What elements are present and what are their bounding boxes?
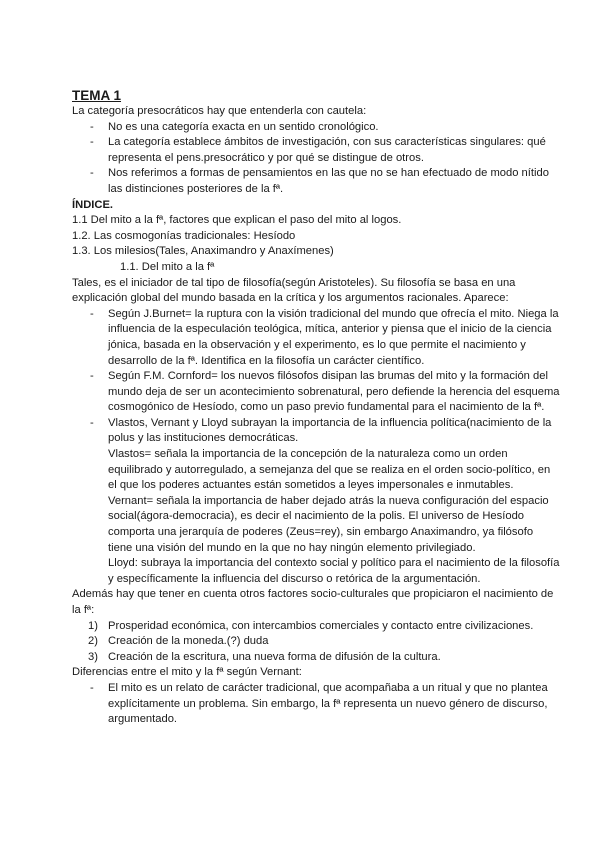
list-item: - El mito es un relato de carácter tradicional, que acompañaba a un ritual y que no plantea explícitamente un problema. Sin embargo, la fª representa un nuevo género de discurso, argumentado. — [72, 681, 560, 728]
item-number: 2) — [88, 635, 98, 648]
list-item: - Según F.M. Cornford= los nuevos filósofos disipan las brumas del mito y la formación del mundo deja de ser un acontecimiento sobrenatural, pero defiende la herencia del esquema cosmogónico de Hesíodo, como un paso previo fundamental para el nacimiento de la fª. — [72, 369, 560, 416]
differences-list — [72, 681, 560, 728]
factors-list — [72, 619, 560, 666]
differences-paragraph: Diferencias entre el mito y la fª según Vernant: — [72, 666, 302, 679]
intro-text: La categoría presocráticos hay que entenderla con cautela: — [72, 105, 367, 117]
list-item — [72, 650, 560, 666]
item-text: Prosperidad económica, con intercambios comerciales y contacto entre civilizaciones. — [108, 619, 534, 632]
list-item: - No es una categoría exacta en un sentido cronológico. — [72, 120, 560, 136]
index-heading: ÍNDICE. — [72, 198, 114, 211]
authors-list — [72, 307, 560, 588]
list-item: - Nos referimos a formas de pensamientos en las que no se han efectuado de modo nítido las distinciones posteriores de la fª. — [72, 166, 560, 197]
list-item: - Según J.Burnet= la ruptura con la visión tradicional del mundo que ofrecía el mito. Niega la influencia de la especulación teológica, mítica, anterior y piensa que el inicio de la ciencia jónica, basada en la observación y el experimento, es lo que permite el nacimiento y desarrollo de la fª. Identifica en la filosofía un carácter científico. — [72, 307, 560, 369]
item-number: 1) — [88, 619, 98, 632]
item-text: Creación de la moneda.(?) duda — [108, 635, 269, 648]
page-title: TEMA 1 — [72, 88, 122, 103]
index-item: 1.2. Las cosmogonías tradicionales: Hesíodo — [72, 229, 296, 242]
list-item: - La categoría establece ámbitos de investigación, con sus características singulares: qué representa el pens.presocrático y por qué se distingue de otros. — [72, 135, 560, 166]
intro-list — [72, 120, 560, 198]
author-detail: Vernant= señala la importancia de haber dejado atrás la nueva configuración del espacio social(ágora-democracia), es decir el nacimiento de la polis. El universo de Hesíodo comporta una jerarquía de poderes (Zeus=rey), sin embargo Anaximandro, ya filósofo tiene una visión del mundo en la que no hay ningún elemento privilegiado. — [108, 494, 549, 554]
list-item — [72, 416, 560, 588]
item-number: 3) — [88, 650, 98, 663]
tales-paragraph: Tales, es el iniciador de tal tipo de filosofía(según Aristoteles). Su filosofía se basa en una explicación global del mundo basada en la crítica y los argumentos racionales. Aparece: — [72, 276, 516, 305]
item-text: Creación de la escritura, una nueva forma de difusión de la cultura. — [108, 650, 441, 663]
list-item — [72, 634, 560, 650]
factors-paragraph: Además hay que tener en cuenta otros factores socio-culturales que propiciaron el nacimiento de la fª: — [72, 588, 554, 616]
section-heading: 1.1. Del mito a la fª — [120, 260, 215, 273]
author-detail: Vlastos= señala la importancia de la concepción de la naturaleza como un orden equilibrado y autorregulado, a semejanza del que se realiza en el orden socio-político, en el que los poderes actuantes están sometidos a leyes impersonales e inmutables. — [108, 448, 551, 492]
author-detail: Lloyd: subraya la importancia del contexto social y político para el nacimiento de la filosofía y específicamente la influencia del discurso o retórica de la argumentación. — [108, 557, 560, 585]
index-item: 1.3. Los milesios(Tales, Anaximandro y Anaxímenes) — [72, 245, 334, 258]
list-item-text: - Vlastos, Vernant y Lloyd subrayan la importancia de la influencia política(nacimiento de la polus y las instituciones democráticas. — [108, 416, 552, 445]
list-item — [72, 619, 560, 635]
index-item: 1.1 Del mito a la fª, factores que explican el paso del mito al logos. — [72, 214, 402, 227]
